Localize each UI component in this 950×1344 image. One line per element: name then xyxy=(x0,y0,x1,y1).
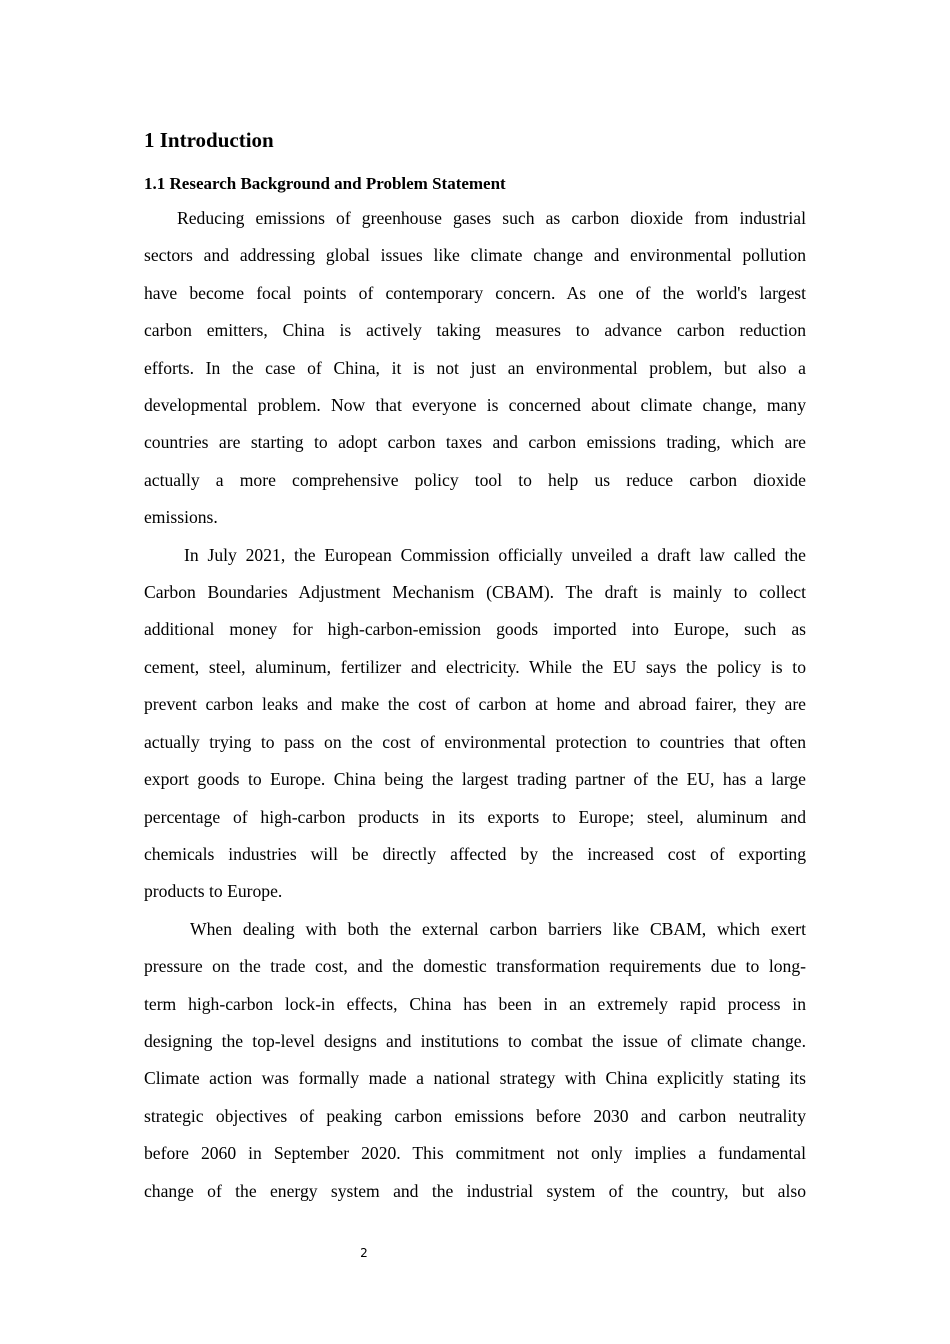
paragraph-line: When dealing with both the external carbon barriers like CBAM, which exert xyxy=(190,918,806,939)
paragraph-line: before 2060 in September 2020. This commitment not only implies a fundamental xyxy=(144,1143,806,1164)
paragraph-line: prevent carbon leaks and make the cost of carbon at home and abroad fairer, they are xyxy=(144,694,806,715)
paragraph-line: sectors and addressing global issues like climate change and environmental pollution xyxy=(144,245,806,266)
document-body xyxy=(144,124,806,1210)
paragraph-line: Carbon Boundaries Adjustment Mechanism (CBAM). The draft is mainly to collect xyxy=(144,582,806,603)
paragraph-line: countries are starting to adopt carbon taxes and carbon emissions trading, which are xyxy=(144,432,806,453)
paragraph-3 xyxy=(144,911,806,1210)
paragraph-line: actually trying to pass on the cost of environmental protection to countries that often xyxy=(144,731,806,752)
paragraph-line: cement, steel, aluminum, fertilizer and electricity. While the EU says the policy is to xyxy=(144,656,806,677)
paragraph-line: additional money for high-carbon-emission goods imported into Europe, such as xyxy=(144,619,806,640)
paragraph-2 xyxy=(144,537,806,911)
paragraph-line: emissions. xyxy=(144,507,218,528)
paragraph-line: have become focal points of contemporary concern. As one of the world's largest xyxy=(144,282,806,303)
paragraph-line: Climate action was formally made a national strategy with China explicitly stating its xyxy=(144,1068,806,1089)
paragraph-line: In July 2021, the European Commission officially unveiled a draft law called the xyxy=(184,544,806,565)
paragraph-line: products to Europe. xyxy=(144,881,283,902)
paragraph-line: change of the energy system and the industrial system of the country, but also xyxy=(144,1180,806,1201)
paragraph-line: percentage of high-carbon products in its exports to Europe; steel, aluminum and xyxy=(144,806,806,827)
paragraph-1 xyxy=(144,200,806,537)
paragraph-line: term high-carbon lock-in effects, China has been in an extremely rapid process in xyxy=(144,993,806,1014)
subsection-heading: 1.1 Research Background and Problem Statement xyxy=(144,174,506,193)
paragraph-line: chemicals industries will be directly affected by the increased cost of exporting xyxy=(144,843,806,864)
paragraph-line: carbon emitters, China is actively taking measures to advance carbon reduction xyxy=(144,320,806,341)
paragraph-line: efforts. In the case of China, it is not just an environmental problem, but also a xyxy=(144,357,806,378)
paragraph-line: pressure on the trade cost, and the domestic transformation requirements due to long- xyxy=(144,956,806,977)
paragraph-line: designing the top-level designs and institutions to combat the issue of climate change. xyxy=(144,1030,806,1051)
paragraph-line: export goods to Europe. China being the largest trading partner of the EU, has a large xyxy=(144,769,806,790)
section-heading: 1 Introduction xyxy=(144,128,274,152)
paragraph-line: actually a more comprehensive policy tool to help us reduce carbon dioxide xyxy=(144,469,806,490)
paragraph-line: developmental problem. Now that everyone is concerned about climate change, many xyxy=(144,395,806,416)
page-number: 2 xyxy=(360,1246,368,1260)
paragraph-line: Reducing emissions of greenhouse gases such as carbon dioxide from industrial xyxy=(177,208,806,228)
paragraph-line: strategic objectives of peaking carbon emissions before 2030 and carbon neutrality xyxy=(144,1105,806,1126)
